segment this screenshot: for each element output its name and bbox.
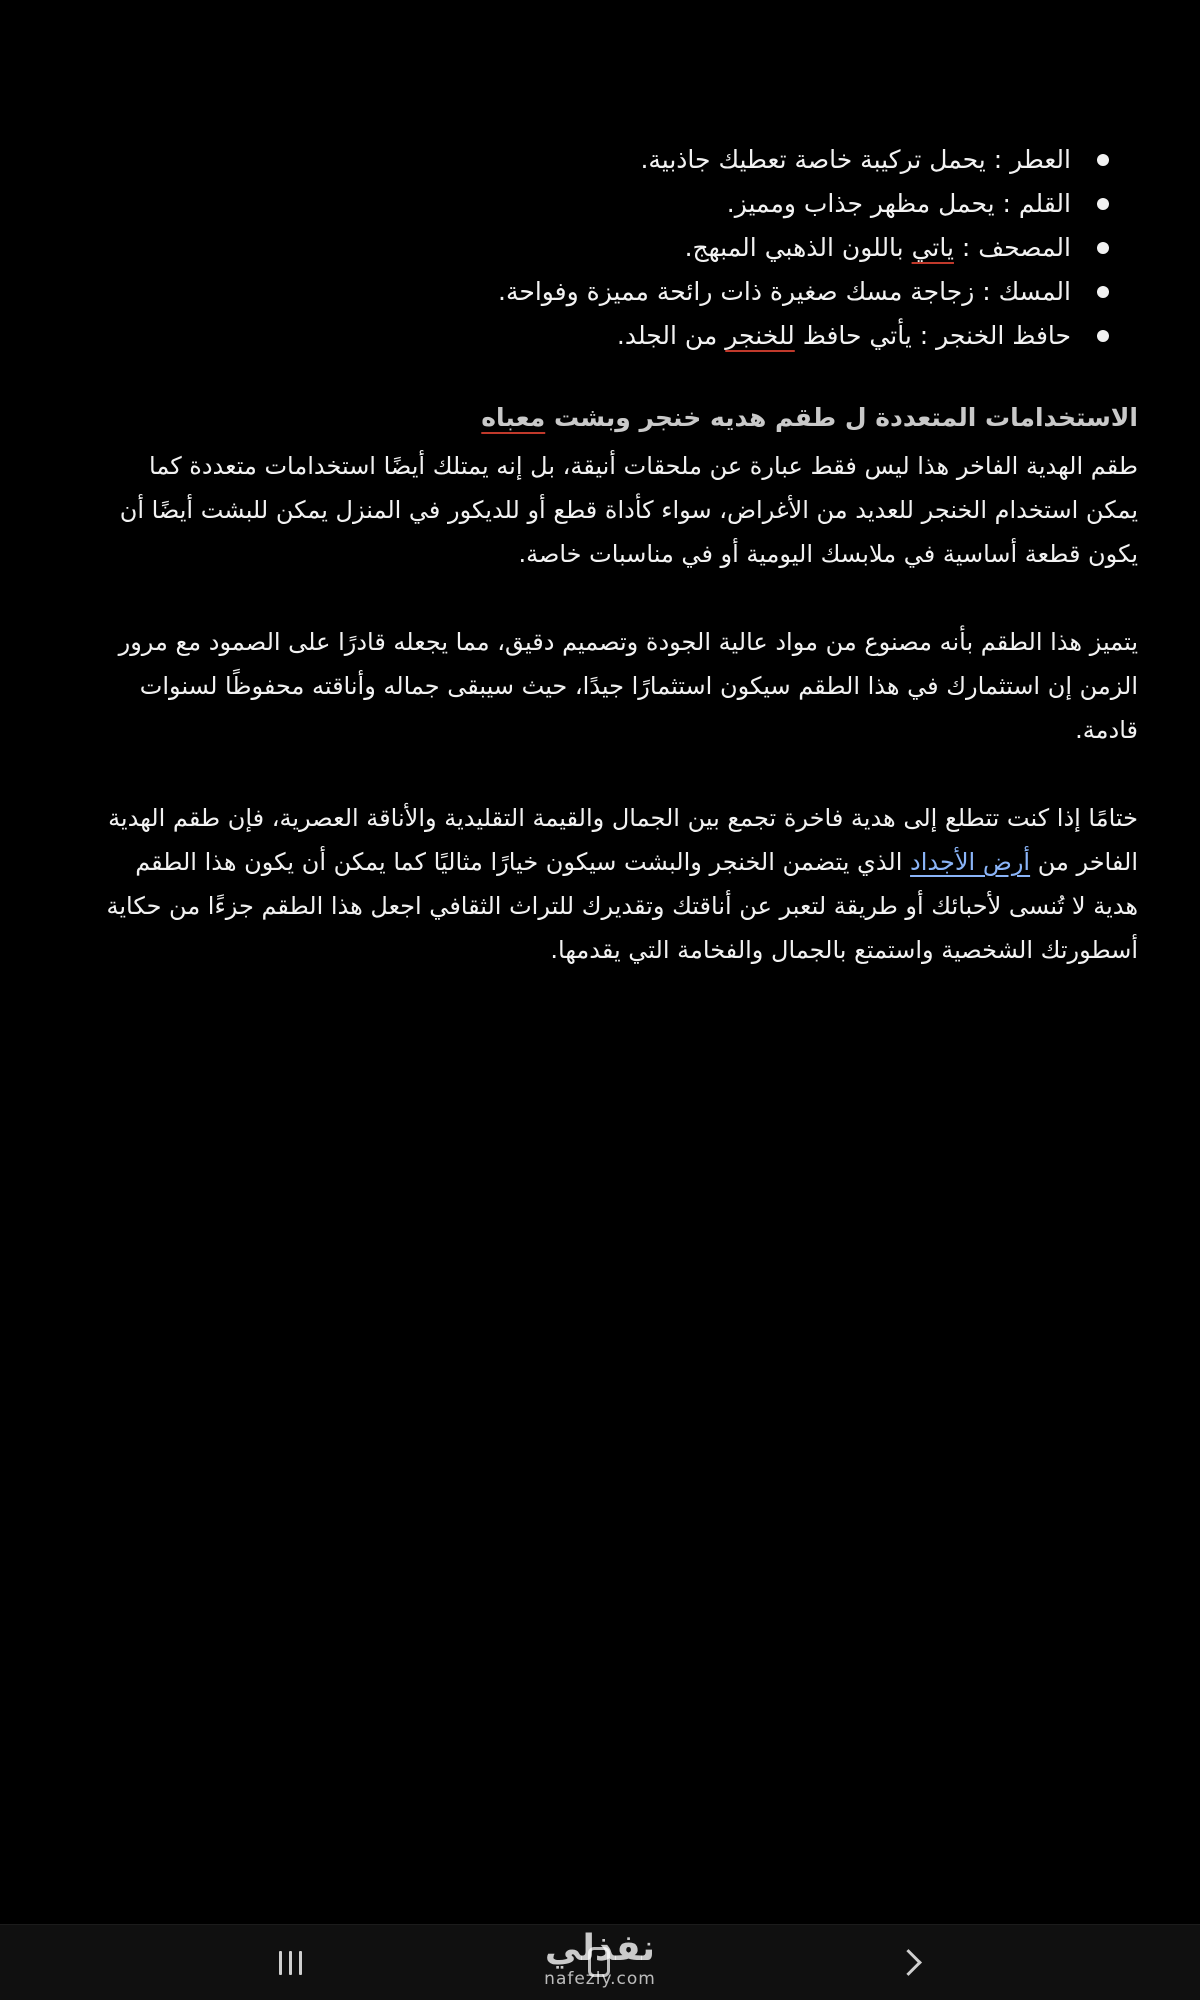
list-item: [92, 226, 1071, 270]
paragraph-conclusion-before: ختامًا إذا كنت تتطلع إلى هدية فاخرة تجمع بين الجمال والقيمة التقليدية والأناقة العصرية، فإن طقم الهدية الفاخر من: [108, 804, 1138, 876]
section-heading: [92, 396, 1138, 440]
list-item: [92, 314, 1071, 358]
home-button[interactable]: [500, 1925, 700, 2000]
list-item: [92, 270, 1071, 314]
paragraph-quality: يتميز هذا الطقم بأنه مصنوع من مواد عالية الجودة وتصميم دقيق، مما يجعله قادرًا على الصمود مع مرور الزمن إن استثمارك في هذا الطقم سيكون استثمارًا جيدًا، حيث سيبقى جماله وأناقته محفوظًا لسنوات قادمة.: [118, 628, 1138, 744]
list-item-text: العطر : يحمل تركيبة خاصة تعطيك جاذبية.: [640, 145, 1071, 174]
bullet-dot: [1097, 330, 1109, 342]
list-item-text-after: من الجلد.: [616, 321, 726, 350]
list-item: [92, 138, 1071, 182]
list-item-text-before: المصحف :: [953, 233, 1071, 262]
list-item-text: المسك : زجاجة مسك صغيرة ذات رائحة مميزة وفواحة.: [498, 277, 1071, 306]
ard-al-ajdad-link[interactable]: أرض الأجداد: [910, 848, 1031, 876]
bullet-dot: [1097, 154, 1109, 166]
bullet-dot: [1097, 286, 1109, 298]
bullet-dot: [1097, 242, 1109, 254]
watermark-logo-latin: nafezly.com: [544, 1969, 656, 1989]
spellcheck-word: ياتي: [911, 233, 954, 262]
recent-apps-button[interactable]: [230, 1925, 350, 2000]
chevron-right-icon: [895, 1949, 922, 1976]
back-button[interactable]: [852, 1925, 972, 2000]
bullet-dot: [1097, 198, 1109, 210]
list-item-text-after: باللون الذهبي المبهج.: [684, 233, 912, 262]
list-item-text-before: حافظ الخنجر : يأتي حافظ: [794, 321, 1071, 350]
spellcheck-word: معباه: [481, 403, 546, 432]
system-navigation-bar: [0, 1924, 1200, 2000]
paragraph-conclusion: [92, 796, 1138, 972]
paragraph-uses: طقم الهدية الفاخر هذا ليس فقط عبارة عن ملحقات أنيقة، بل إنه يمتلك أيضًا استخدامات متعددة كما يمكن استخدام الخنجر للعديد من الأغراض، سواء كأداة قطع أو للديكور في المنزل يمكن للبشت أيضًا أن يكون قطعة أساسية في ملابسك اليومية أو في مناسبات خاصة.: [119, 452, 1138, 568]
recent-apps-icon: [279, 1951, 302, 1975]
home-area: [500, 1925, 700, 2000]
section-heading-text: الاستخدامات المتعددة ل طقم هديه خنجر وبشت: [545, 403, 1138, 432]
paragraph-conclusion-after: الذي يتضمن الخنجر والبشت سيكون خيارًا مثاليًا كما يمكن أن يكون هذا الطقم هدية لا تُنسى لأحبائك أو طريقة لتعبر عن أناقتك وتقديرك للتراث الثقافي اجعل هذا الطقم جزءًا من حكاية أسطورتك الشخصية واستمتع بالجمال والفخامة التي يقدمها.: [106, 848, 1138, 964]
spellcheck-word: للخنجر: [725, 321, 795, 350]
list-item: [92, 182, 1071, 226]
list-item-text: القلم : يحمل مظهر جذاب ومميز.: [726, 189, 1071, 218]
features-list: [92, 138, 1138, 358]
watermark-logo-arabic: نفذلي: [544, 1928, 656, 1969]
